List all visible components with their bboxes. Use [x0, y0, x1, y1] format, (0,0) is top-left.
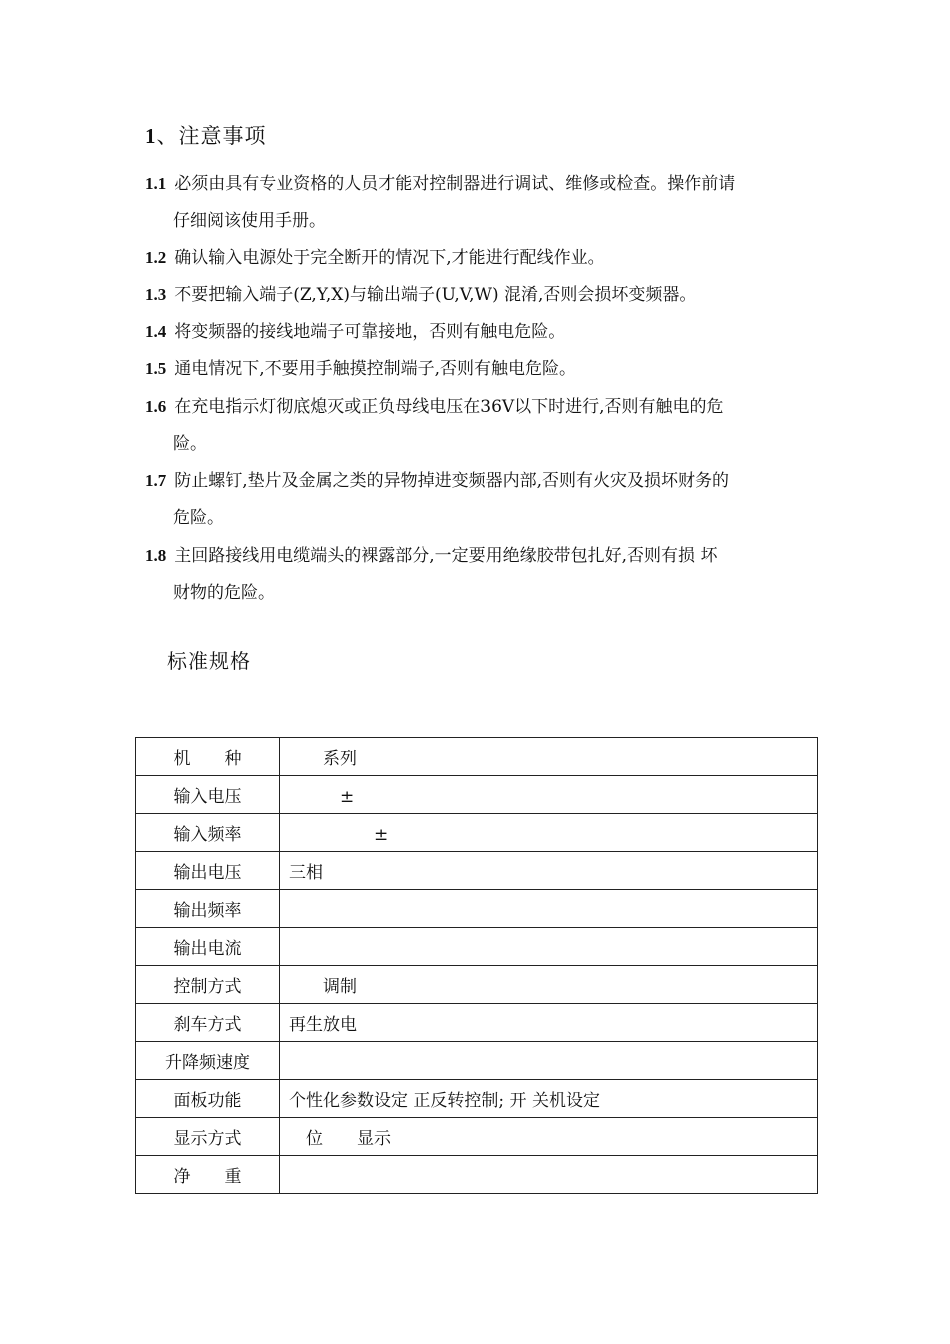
- table-row: [136, 1080, 818, 1118]
- table-row: [136, 966, 818, 1004]
- spec-label: 输出电压: [136, 852, 280, 890]
- spec-value: 系列: [280, 738, 818, 776]
- note-text-continued: 危险。: [173, 508, 224, 528]
- section-heading: [145, 120, 267, 150]
- note-number: 1.5: [145, 359, 167, 378]
- spec-label: 控制方式: [136, 966, 280, 1004]
- note-text-continued: 仔细阅该使用手册。: [173, 211, 326, 231]
- note-number: 1.3: [145, 285, 167, 304]
- table-row: [136, 1156, 818, 1194]
- table-row: [136, 738, 818, 776]
- section-title-text: 、注意事项: [156, 124, 267, 148]
- note-text: 确认输入电源处于完全断开的情况下,才能进行配线作业。: [174, 248, 605, 268]
- note-text: 将变频器的接线地端子可靠接地，否则有触电危险。: [174, 322, 566, 342]
- note-number: 1.7: [145, 471, 167, 490]
- spec-value: [280, 928, 818, 966]
- note-item: [145, 165, 810, 240]
- spec-value: 位 显示: [280, 1118, 818, 1156]
- table-row: [136, 814, 818, 852]
- note-number: 1.6: [145, 397, 167, 416]
- note-item: [145, 388, 810, 463]
- note-item: [145, 239, 810, 277]
- spec-value: [280, 890, 818, 928]
- spec-value: ±: [280, 814, 818, 852]
- table-row: [136, 852, 818, 890]
- table-row: [136, 1042, 818, 1080]
- spec-value: 调制: [280, 966, 818, 1004]
- note-text: 在充电指示灯彻底熄灭或正负母线电压在36V以下时进行,否则有触电的危: [174, 397, 724, 417]
- spec-label: 净 重: [136, 1156, 280, 1194]
- note-item: [145, 537, 810, 612]
- note-text-continued: 险。: [173, 434, 207, 454]
- table-row: [136, 776, 818, 814]
- note-number: 1.4: [145, 322, 167, 341]
- note-text: 必须由具有专业资格的人员才能对控制器进行调试、维修或检查。操作前请: [174, 174, 736, 194]
- table-row: [136, 928, 818, 966]
- note-item: [145, 350, 810, 388]
- note-text: 不要把输入端子(Z,Y,X)与输出端子(U,V,W) 混淆,否则会损坏变频器。: [174, 285, 697, 305]
- note-number: 1.8: [145, 546, 167, 565]
- spec-value: ±: [280, 776, 818, 814]
- spec-label: 输入频率: [136, 814, 280, 852]
- spec-value: 三相: [280, 852, 818, 890]
- note-item: [145, 313, 810, 351]
- note-text: 主回路接线用电缆端头的裸露部分,一定要用绝缘胶带包扎好,否则有损 坏: [174, 546, 718, 566]
- spec-label: 输出电流: [136, 928, 280, 966]
- spec-value: 个性化参数设定 正反转控制; 开 关机设定: [280, 1080, 818, 1118]
- spec-label: 升降频速度: [136, 1042, 280, 1080]
- section-number: 1: [145, 124, 157, 148]
- note-text: 防止螺钉,垫片及金属之类的异物掉进变频器内部,否则有火灾及损坏财务的: [174, 471, 730, 491]
- note-number: 1.2: [145, 248, 167, 267]
- note-number: 1.1: [145, 174, 167, 193]
- spec-value: [280, 1042, 818, 1080]
- table-row: [136, 890, 818, 928]
- spec-value: [280, 1156, 818, 1194]
- spec-value: 再生放电: [280, 1004, 818, 1042]
- spec-label: 输入电压: [136, 776, 280, 814]
- spec-label: 显示方式: [136, 1118, 280, 1156]
- spec-table: [135, 737, 818, 1194]
- table-row: [136, 1004, 818, 1042]
- note-text: 通电情况下,不要用手触摸控制端子,否则有触电危险。: [174, 359, 577, 379]
- spec-label: 输出频率: [136, 890, 280, 928]
- spec-heading: 标准规格: [167, 649, 251, 673]
- note-item: [145, 462, 810, 537]
- note-item: [145, 276, 810, 314]
- spec-label: 面板功能: [136, 1080, 280, 1118]
- spec-label: 刹车方式: [136, 1004, 280, 1042]
- spec-label: 机 种: [136, 738, 280, 776]
- note-text-continued: 财物的危险。: [173, 583, 275, 603]
- table-row: [136, 1118, 818, 1156]
